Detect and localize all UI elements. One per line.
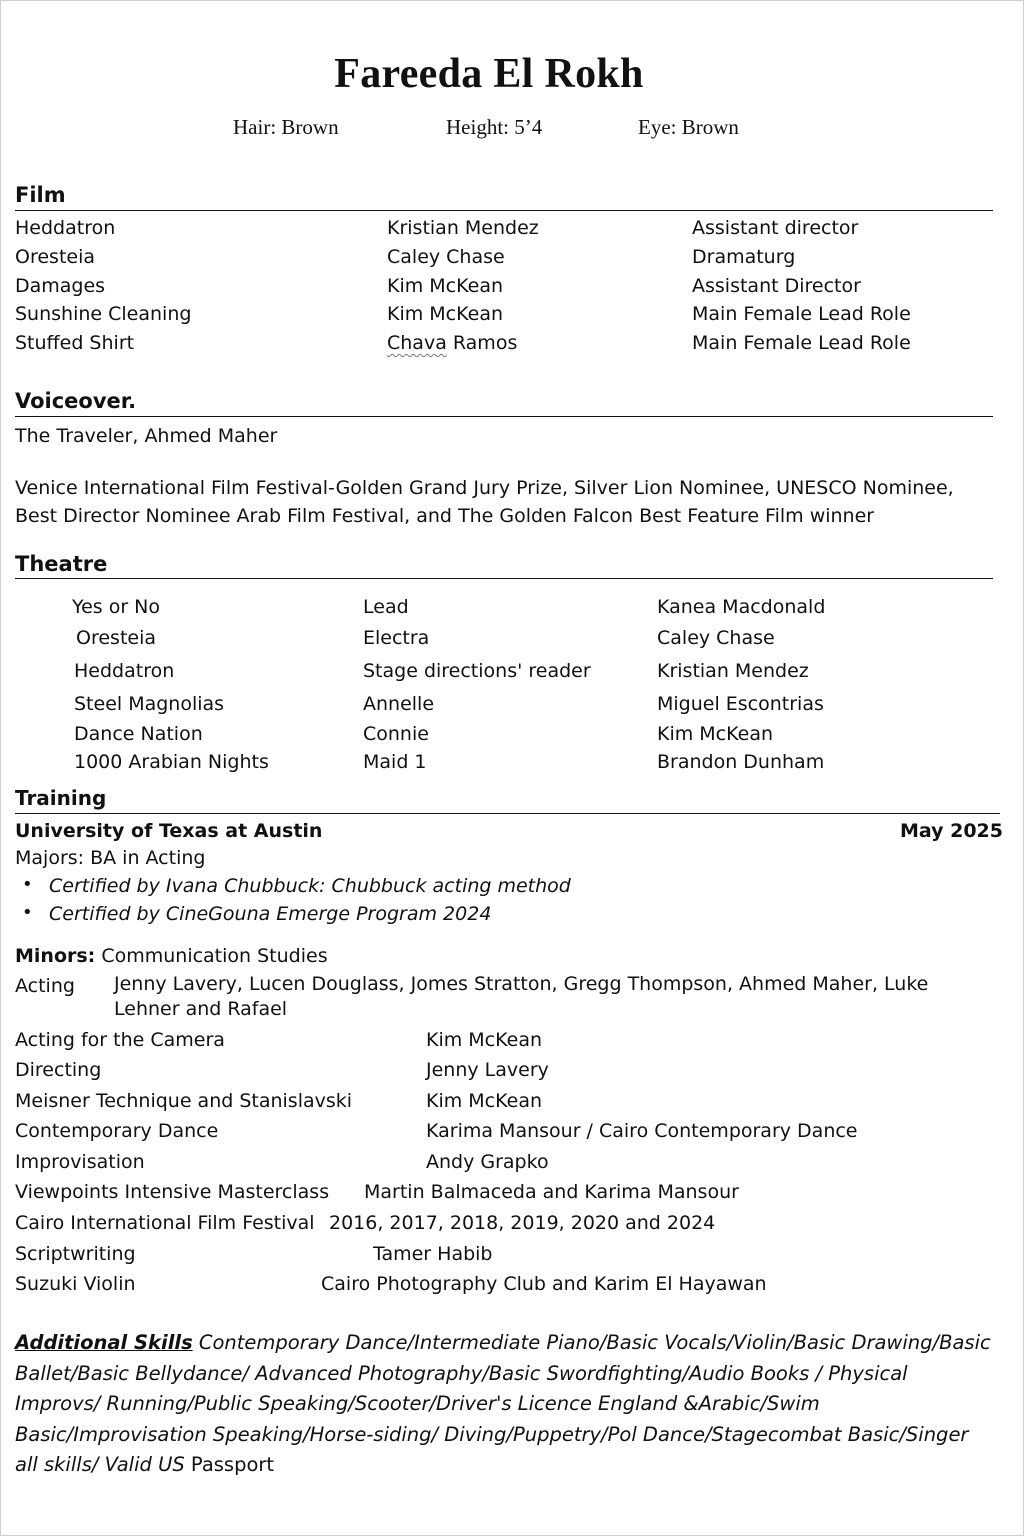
additional-skills: [15, 1328, 995, 1481]
theatre-role: Maid 1: [363, 751, 427, 773]
film-director: Kim McKean: [387, 275, 504, 297]
spellcheck-underlined-word: Chava: [387, 332, 447, 354]
film-director-surname: Ramos: [446, 332, 518, 354]
theatre-director: Brandon Dunham: [657, 751, 825, 773]
height: Height: 5’4: [446, 115, 543, 139]
bullet-icon: •: [22, 874, 33, 895]
film-director: [387, 329, 517, 357]
theatre-role: Annelle: [363, 693, 435, 715]
class-subject: Scriptwriting: [15, 1243, 136, 1265]
class-subject: Viewpoints Intensive Masterclass: [15, 1181, 330, 1203]
theatre-director: Caley Chase: [657, 627, 775, 649]
theatre-title: 1000 Arabian Nights: [74, 751, 269, 773]
theatre-title: Yes or No: [72, 596, 161, 618]
film-title: Sunshine Cleaning: [15, 303, 192, 325]
film-director: Kim McKean: [387, 303, 504, 325]
theatre-title: Oresteia: [76, 627, 156, 649]
theatre-director: Kristian Mendez: [657, 660, 809, 682]
eye-color: Eye: Brown: [638, 115, 739, 139]
class-teacher: Kim McKean: [426, 1090, 543, 1112]
certification-item: Certified by Ivana Chubbuck: Chubbuck acting method: [49, 875, 571, 897]
film-title: Damages: [15, 275, 106, 297]
additional-skills-label: Additional Skills: [15, 1331, 193, 1354]
class-teacher: Kim McKean: [426, 1029, 543, 1051]
acting-teachers: Jenny Lavery, Lucen Douglass, Jomes Stratton, Gregg Thompson, Ahmed Maher, Luke Lehner and Rafael: [114, 973, 929, 1020]
additional-skills-last-word: Passport: [184, 1453, 275, 1476]
theatre-role: Connie: [363, 723, 429, 745]
hair-color: Hair: Brown: [233, 115, 339, 139]
voiceover-credit: The Traveler, Ahmed Maher: [15, 425, 278, 447]
class-teacher: 2016, 2017, 2018, 2019, 2020 and 2024: [329, 1212, 716, 1234]
film-rule: [15, 210, 993, 211]
certification-item: Certified by CineGouna Emerge Program 2024: [49, 903, 492, 925]
minors-value: Communication Studies: [95, 945, 328, 967]
voiceover-rule: [15, 416, 993, 417]
film-role: Assistant director: [692, 217, 859, 239]
theatre-rule: [15, 578, 993, 579]
theatre-role: Lead: [363, 596, 409, 618]
film-director: Kristian Mendez: [387, 217, 539, 239]
theatre-title: Heddatron: [74, 660, 175, 682]
class-subject: Suzuki Violin: [15, 1273, 136, 1295]
theatre-director: Kanea Macdonald: [657, 596, 826, 618]
film-heading: Film: [15, 183, 66, 207]
film-role: Dramaturg: [692, 246, 796, 268]
voiceover-heading: Voiceover.: [15, 389, 137, 413]
class-subject: Cairo International Film Festival: [15, 1212, 315, 1234]
training-rule: [15, 813, 1000, 814]
additional-skills-list: Contemporary Dance/Intermediate Piano/Basic Vocals/Violin/Basic Drawing/Basic Ballet/Basic Bellydance/ Advanced Photography/Basic Swordfighting/Audio Books / Physical Improvs/ Running/Public Speaking/Scooter/Driver's Licence England &Arabic/Swim Basic/Improvisation Speaking/Horse-siding/ Diving/Puppetry/Pol Dance/Stagecombat Basic/Singer all skills/ Valid US: [15, 1331, 991, 1476]
class-subject: Improvisation: [15, 1151, 145, 1173]
graduation-date: May 2025: [899, 820, 1003, 842]
class-teacher: Andy Grapko: [426, 1151, 549, 1173]
film-title: Heddatron: [15, 217, 116, 239]
film-role: Main Female Lead Role: [692, 303, 911, 325]
theatre-director: Miguel Escontrias: [657, 693, 824, 715]
school-name: University of Texas at Austin: [15, 820, 323, 842]
minors-label: Minors:: [15, 945, 96, 967]
class-teacher: Karima Mansour / Cairo Contemporary Dance: [426, 1120, 858, 1142]
bullet-icon: •: [22, 902, 33, 923]
theatre-director: Kim McKean: [657, 723, 774, 745]
minors: [15, 942, 328, 970]
film-director: Caley Chase: [387, 246, 505, 268]
training-heading: Training: [15, 786, 107, 810]
theatre-title: Dance Nation: [74, 723, 203, 745]
theatre-heading: Theatre: [15, 552, 108, 576]
class-subject: Meisner Technique and Stanislavski: [15, 1090, 353, 1112]
class-teacher: Tamer Habib: [373, 1243, 493, 1265]
theatre-role: Stage directions' reader: [363, 660, 591, 682]
film-role: Main Female Lead Role: [692, 332, 911, 354]
actor-name: Fareeda El Rokh: [334, 51, 644, 97]
class-teacher: Jenny Lavery: [426, 1059, 549, 1081]
class-teacher: Martin Balmaceda and Karima Mansour: [364, 1181, 739, 1203]
theatre-title: Steel Magnolias: [74, 693, 225, 715]
film-title: Oresteia: [15, 246, 95, 268]
majors: Majors: BA in Acting: [15, 847, 206, 869]
class-subject: Acting: [15, 975, 75, 997]
class-subject: Contemporary Dance: [15, 1120, 219, 1142]
class-teacher: Cairo Photography Club and Karim El Hayawan: [321, 1273, 767, 1295]
class-subject: Directing: [15, 1059, 102, 1081]
film-role: Assistant Director: [692, 275, 861, 297]
class-subject: Acting for the Camera: [15, 1029, 225, 1051]
film-title: Stuffed Shirt: [15, 332, 135, 354]
theatre-role: Electra: [363, 627, 430, 649]
voiceover-awards: Venice International Film Festival-Golden Grand Jury Prize, Silver Lion Nominee, UNESCO Nominee, Best Director Nominee Arab Film Festival, and The Golden Falcon Best Feature Film winner: [15, 477, 954, 527]
